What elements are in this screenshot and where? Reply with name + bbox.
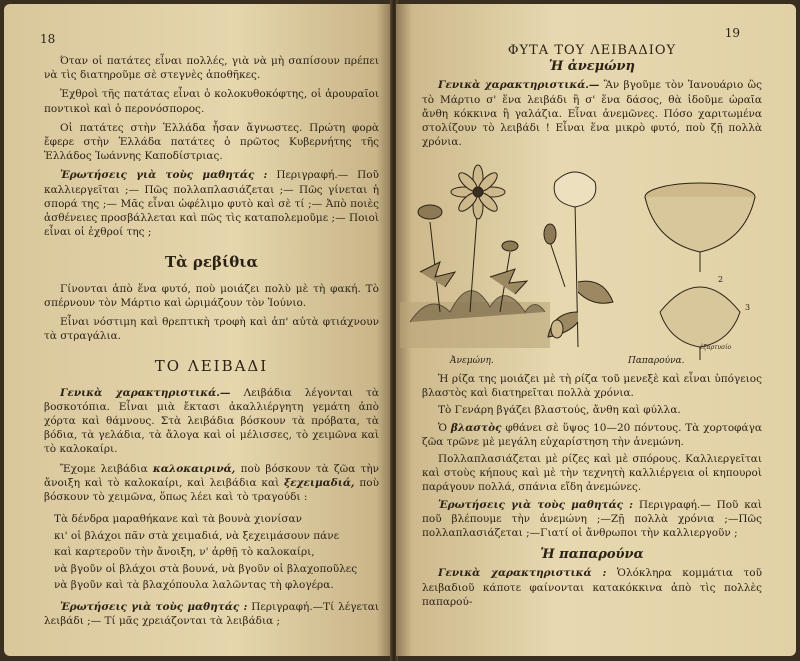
questions-block	[44, 168, 379, 239]
paragraph	[422, 421, 762, 449]
illustration-anemone-poppy	[400, 162, 780, 362]
paragraph-text: Ὁλόκληρα κομμάτια τοῦ λειβαδιοῦ κάποτε φαίνονται κατακόκκινα ἀπὸ τὶς πολλὲς παπαρού-	[422, 567, 762, 608]
general-label: Γενικὰ χαρακτηριστικά.—	[60, 386, 231, 399]
paragraph-text: Ὁ	[438, 421, 448, 434]
questions-text: Περιγραφή.—Τί λέγεται λειβάδι ;— Τί μᾶς χρειάζονται τὰ λειβάδια ;	[44, 600, 379, 627]
paragraph	[422, 78, 762, 149]
paragraph-text: φθάνει σὲ ὕψος 10—20 πόντους. Τὰ χορτοφάγα ζῶα τρῶνε μὲ μεγάλη εὐχαρίστηση τὴν ἀνεμώνη.	[422, 421, 762, 448]
caption-poppy: Παπαρούνα.	[628, 356, 685, 366]
paragraph: Όταν οἱ πατάτες εἶναι πολλές, γιὰ νὰ μὴ σαπίσουν πρέπει νὰ τὶς διατηροῦμε σὲ στεγνὲς ἀποθῆκες.	[44, 55, 379, 82]
paragraph	[44, 462, 379, 505]
paragraph: Εἶναι νόστιμη καὶ θρεπτικὴ τροφὴ καὶ ἀπ' αὐτὰ φτιάχνουν τὰ στραγάλια.	[44, 316, 379, 343]
heading-chickpeas: Τὰ ρεβίθια	[164, 253, 259, 272]
paragraph	[44, 386, 379, 457]
paragraph: Τὸ Γενάρη βγάζει βλαστούς, ἄνθη καὶ φύλλα.	[438, 404, 681, 417]
heading-meadow: ΤΟ ΛΕΙΒΑΔΙ	[154, 357, 269, 376]
page-title: ΦΥΤΑ ΤΟΥ ΛΕΙΒΑΔΙΟΥ	[507, 43, 677, 58]
page-number-left: 18	[40, 32, 56, 46]
right-top-text	[422, 44, 762, 149]
poem-line: καὶ καρτεροῦν τὴν ἄνοιξη, ν' ἀρθῇ τὸ καλοκαίρι,	[54, 546, 315, 559]
emphasis: καλοκαιρινά,	[152, 462, 236, 475]
paragraph-text: Λειβάδια λέγονται τὰ βοσκοτόπια. Εἶναι μιὰ ἔκτασι ἀκαλλιέργητη γεμάτη ἀπὸ χόρτα καὶ θάμνους. Στὰ λειβάδια βόσκουν τὰ πρόβατα, τὰ βόδια, τὰ γελάδια, τὰ ἄλογα καὶ οἱ μέλισσες, τὸ χειμῶνα καὶ τὸ καλοκαίρι.	[44, 386, 380, 456]
poppy-capsule-drawings	[645, 183, 755, 360]
questions-label: Ἐρωτήσεις γιὰ τοὺς μαθητάς :	[60, 600, 248, 613]
questions-text: Περιγραφή.— Ποῦ καὶ ποῦ βλέπουμε τὴν ἀνεμώνη ;—Ζῇ πολλὰ χρόνια ;—Πῶς πολλαπλασιάζεται ;—Γιατί οἱ ἄνθρωποι τὴν καλλιεργοῦν ;	[422, 498, 762, 540]
questions-block	[44, 600, 379, 628]
questions-block	[422, 498, 762, 541]
paragraph: Ἐχθροὶ τῆς πατάτας εἶναι ὁ κολοκυθοκόφτης, οἱ ἀρουραῖοι ποντικοὶ καὶ ὁ περονόσπορος.	[44, 88, 379, 115]
poem-line: Τὰ δένδρα μαραθήκανε καὶ τὰ βουνὰ χιονίσαν	[54, 513, 302, 526]
right-page	[396, 4, 796, 656]
subtitle-anemone: Ἡ ἀνεμώνη	[548, 59, 636, 75]
paragraph: Γίνονται ἀπὸ ἕνα φυτό, ποὺ μοιάζει πολὺ μὲ τὴ φακή. Τὸ σπέρνουν τὸν Μάρτιο καὶ ὡριμάζουν τὸν Ἰούνιο.	[44, 282, 379, 309]
paragraph-text: Ἂν βγοῦμε τὸν Ἰανουάριο ὣς τὸ Μάρτιο σ' ἕνα λειβάδι ἢ σ' ἕνα δάσος, θὰ ἰδοῦμε ὡραῖα ἄνθη κόκκινα ἢ γαλάζια. Εἶναι ἀνεμῶνες. Πόσο χαριτωμένα στολίζουν τὸ λειβάδι ! Εἶναι ἕνα μικρὸ φυτό, ποὺ ζῇ πολλὰ χρόνια.	[422, 79, 763, 149]
left-text-block	[44, 54, 379, 628]
paragraph	[422, 566, 762, 609]
caption-anemone: Ἀνεμώνη.	[450, 356, 494, 366]
paragraph: Ἡ ρίζα της μοιάζει μὲ τὴ ρίζα τοῦ μενεξὲ καὶ εἶναι ὑπόγειος βλαστὸς καὶ διατηρεῖται πολλὰ χρόνια.	[422, 373, 762, 400]
general-label: Γενικὰ χαρακτηριστικά :	[438, 567, 607, 580]
poem	[44, 511, 379, 594]
poem-line: κι' οἱ βλάχοι πᾶν στὰ χειμαδιά, νὰ ξεχειμάσουν πάνε	[54, 529, 340, 542]
paragraph-text: ποὺ βόσκουν τὸ χειμῶνα, ὅπως λέει καὶ τὸ τραγούδι :	[44, 476, 379, 504]
emphasis: ξεχειμαδιά,	[284, 476, 355, 489]
figure-label: ἐξαρτυσίο	[700, 344, 732, 351]
emphasis: βλαστὸς	[450, 421, 502, 434]
questions-label: Ἐρωτήσεις γιὰ τοὺς μαθητάς :	[438, 498, 634, 511]
general-label: Γενικὰ χαρακτηριστικά.—	[438, 79, 600, 92]
svg-text:3: 3	[745, 303, 751, 312]
questions-label: Ἐρωτήσεις γιὰ τοὺς μαθητάς :	[60, 169, 268, 182]
heading-poppy: Ἡ παπαρούνα	[540, 547, 644, 563]
svg-text:2: 2	[718, 275, 724, 284]
paragraph-text: Ἔχομε λειβάδια	[60, 462, 148, 475]
paragraph: Οἱ πατάτες στὴν Ἑλλάδα ἦσαν ἄγνωστες. Πρώτη φορὰ ἔφερε στὴν Ἑλλάδα πατάτες ὁ πρῶτος Κυβερνήτης τῆς Ἑλλάδος Ἰωάννης Καποδίστριας.	[44, 121, 379, 163]
page-number-right: 19	[724, 26, 740, 40]
paragraph-text: ποὺ βόσκουν τὰ ζῶα τὴν ἄνοιξη καὶ τὸ καλοκαίρι, καὶ λειβάδια καὶ	[44, 462, 380, 489]
questions-text: Περιγραφή.— Ποῦ καλλιεργεῖται ;— Πῶς πολλαπλασιάζεται ;— Πῶς γίνεται ἡ σπορά της ;— Μᾶς εἶναι ὠφέλιμο φυτὸ καὶ σὲ τί ;— Ἀπὸ ποιὲς ἀσθένειες προσβάλλεται καὶ πῶς τὶς καταπολεμοῦμε ;— Ποιοὶ εἶναι οἱ ἐχθροί της ;	[44, 169, 379, 239]
poppy-drawing	[544, 172, 613, 347]
poem-line: νὰ βγοῦν καὶ τὰ βλαχόπουλα λαλῶντας τὴ φλογέρα.	[54, 579, 334, 592]
right-bottom-text	[422, 372, 762, 609]
left-page	[4, 4, 392, 656]
anemone-drawing	[400, 165, 550, 348]
poem-line: νὰ βγοῦν οἱ βλάχοι στὰ βουνά, νὰ βγοῦν οἱ βλαχοποῦλες	[54, 562, 358, 575]
paragraph: Πολλαπλασιάζεται μὲ ρίζες καὶ μὲ σπόρους. Καλλιεργεῖται καὶ στοὺς κήπους καὶ μὲ τὴν τεχνητὴ καλλιέργεια οἱ κηπουροὶ παράγουν πολλά, σπάνια εἴδη ἀνεμώνες.	[422, 453, 762, 494]
